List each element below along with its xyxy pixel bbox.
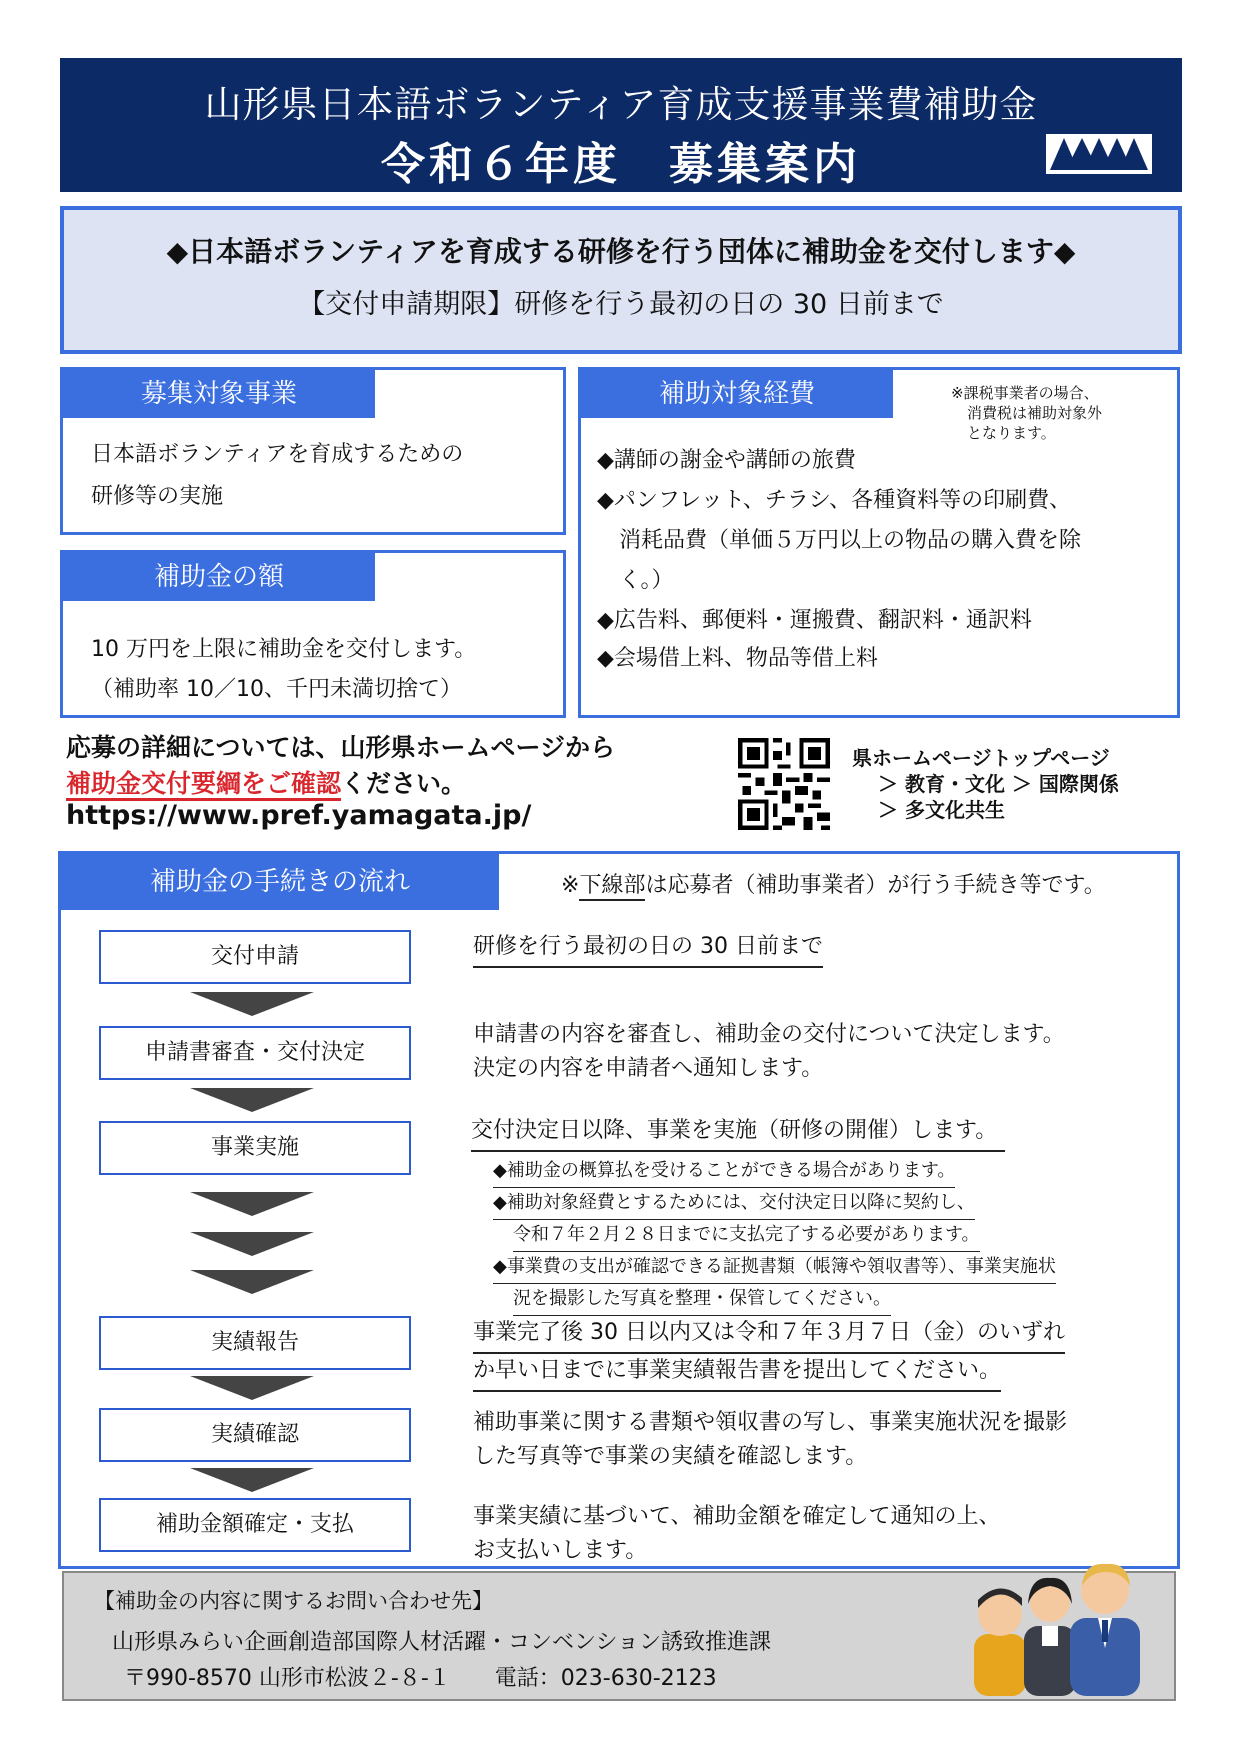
flow-step-box: 実績確認 bbox=[99, 1408, 411, 1462]
intro-headline: ◆日本語ボランティアを育成する研修を行う団体に補助金を交付します◆ bbox=[166, 235, 1076, 268]
flow-step-desc-line: か早い日までに事業実績報告書を提出してください。 bbox=[473, 1354, 1001, 1392]
flow-step-desc bbox=[473, 1018, 1065, 1086]
expenses-item: く。） bbox=[619, 568, 674, 593]
details-url[interactable]: https://www.pref.yamagata.jp/ bbox=[66, 800, 532, 831]
flow-arrow-icon bbox=[190, 1270, 314, 1294]
yamagata-mountain-logo-icon bbox=[1046, 134, 1152, 174]
flow-step-desc-line: 交付決定日以降、事業を実施（研修の開催）します。 bbox=[471, 1114, 1005, 1152]
flow-note-rest: は応募者（補助事業者）が行う手続き等です。 bbox=[645, 873, 1106, 898]
flow-step-box: 申請書審査・交付決定 bbox=[99, 1026, 411, 1080]
contact-title: 【補助金の内容に関するお問い合わせ先】 bbox=[94, 1589, 493, 1613]
details-nav3: ＞ 多文化共生 bbox=[878, 798, 1005, 822]
expenses-note-2: 消費税は補助対象外 bbox=[967, 404, 1103, 422]
flow-step-desc bbox=[473, 1316, 1065, 1392]
flow-sub-note: ◆補助金の概算払を受けることができる場合があります。 bbox=[493, 1156, 955, 1188]
expenses-item: ◆講師の謝金や講師の旅費 bbox=[597, 448, 856, 473]
amount-title: 補助金の額 bbox=[63, 553, 375, 601]
contact-dept: 山形県みらい企画創造部国際人材活躍・コンベンション誘致推進課 bbox=[112, 1630, 772, 1655]
flow-step-desc-line: 研修を行う最初の日の 30 日前まで bbox=[473, 930, 823, 968]
flow-step-desc-line: した写真等で事業の実績を確認します。 bbox=[473, 1444, 868, 1469]
expenses-panel bbox=[578, 367, 1180, 718]
flow-arrow-icon bbox=[190, 1376, 314, 1400]
people-illustration-icon bbox=[966, 1556, 1156, 1696]
target-line1: 日本語ボランティアを育成するための bbox=[91, 442, 464, 467]
flow-step-box: 交付申請 bbox=[99, 930, 411, 984]
expenses-item: ◆パンフレット、チラシ、各種資料等の印刷費、 bbox=[597, 488, 1072, 513]
flow-arrow-icon bbox=[190, 1088, 314, 1112]
amount-line2: （補助率 10／10、千円未満切捨て） bbox=[91, 677, 462, 702]
flow-step-box: 事業実施 bbox=[99, 1121, 411, 1175]
flow-note-prefix: ※ bbox=[561, 873, 580, 898]
flow-step-desc-line: 補助事業に関する書類や領収書の写し、事業実施状況を撮影 bbox=[473, 1410, 1068, 1435]
flow-note bbox=[561, 868, 1106, 901]
intro-box bbox=[60, 206, 1182, 354]
flow-title: 補助金の手続きの流れ bbox=[61, 854, 499, 910]
flow-note-underlined: 下線部 bbox=[579, 868, 645, 901]
flow-step-desc bbox=[473, 1406, 1067, 1474]
flow-step-desc bbox=[473, 1500, 1001, 1568]
flow-arrow-icon bbox=[190, 1192, 314, 1216]
flow-step-box: 補助金額確定・支払 bbox=[99, 1498, 411, 1552]
flow-arrow-icon bbox=[190, 992, 314, 1016]
flow-step-desc-line: お支払いします。 bbox=[473, 1538, 648, 1563]
flow-step-desc-line: 申請書の内容を審査し、補助金の交付について決定します。 bbox=[473, 1022, 1065, 1047]
expenses-title: 補助対象経費 bbox=[581, 370, 893, 418]
flow-sub-note: ◆事業費の支出が確認できる証拠書類（帳簿や領収書等）、事業実施状 bbox=[493, 1252, 1056, 1284]
qr-code-icon[interactable] bbox=[738, 738, 830, 830]
details-line2 bbox=[66, 764, 466, 800]
expenses-item: ◆広告料、郵便料・運搬費、翻訳料・通訳料 bbox=[597, 608, 1032, 633]
details-line1: 応募の詳細については、山形県ホームページから bbox=[66, 733, 616, 762]
flow-step-box: 実績報告 bbox=[99, 1316, 411, 1370]
flow-step-desc-line: 事業実績に基づいて、補助金額を確定して通知の上、 bbox=[473, 1504, 1001, 1529]
details-nav2: ＞ 教育・文化 ＞ 国際関係 bbox=[878, 772, 1119, 796]
details-line2-rest: ください。 bbox=[341, 769, 467, 798]
header-banner bbox=[60, 58, 1182, 192]
flow-arrow-icon bbox=[190, 1468, 314, 1492]
flow-step-desc-line: 事業完了後 30 日以内又は令和７年３月７日（金）のいずれ bbox=[473, 1316, 1065, 1354]
header-title: 山形県日本語ボランティア育成支援事業費補助金 bbox=[204, 83, 1038, 126]
flow-step-desc bbox=[473, 930, 823, 968]
target-title: 募集対象事業 bbox=[63, 370, 375, 418]
details-nav1: 県ホームページトップページ bbox=[852, 746, 1110, 770]
expenses-item: ◆会場借上料、物品等借上料 bbox=[597, 646, 878, 671]
amount-line1: 10 万円を上限に補助金を交付します。 bbox=[91, 637, 477, 662]
header-subtitle: 令和６年度 募集案内 bbox=[381, 139, 861, 190]
expenses-note-3: となります。 bbox=[967, 424, 1056, 442]
flow-sub-note: ◆補助対象経費とするためには、交付決定日以降に契約し、 bbox=[493, 1188, 975, 1220]
flow-sub-notes bbox=[493, 1156, 1056, 1316]
amount-panel bbox=[60, 550, 566, 718]
flow-arrow-icon bbox=[190, 1232, 314, 1256]
flow-sub-note: 況を撮影した写真を整理・保管してください。 bbox=[513, 1284, 891, 1316]
intro-deadline: 【交付申請期限】研修を行う最初の日の 30 日前まで bbox=[298, 289, 944, 320]
expenses-note-1: ※課税事業者の場合、 bbox=[951, 384, 1099, 402]
target-panel bbox=[60, 367, 566, 535]
target-line2: 研修等の実施 bbox=[91, 484, 224, 509]
details-guideline-link[interactable]: 補助金交付要綱をご確認 bbox=[66, 769, 341, 801]
expenses-item: 消耗品費（単価５万円以上の物品の購入費を除 bbox=[619, 528, 1082, 553]
flow-step-desc-line: 決定の内容を申請者へ通知します。 bbox=[473, 1056, 824, 1081]
contact-address: 〒990-8570 山形市松波２-８-１ 電話：023-630-2123 bbox=[124, 1666, 717, 1691]
flow-step-desc bbox=[471, 1114, 1005, 1152]
flow-sub-note: 令和７年２月２８日までに支払完了する必要があります。 bbox=[513, 1220, 980, 1252]
